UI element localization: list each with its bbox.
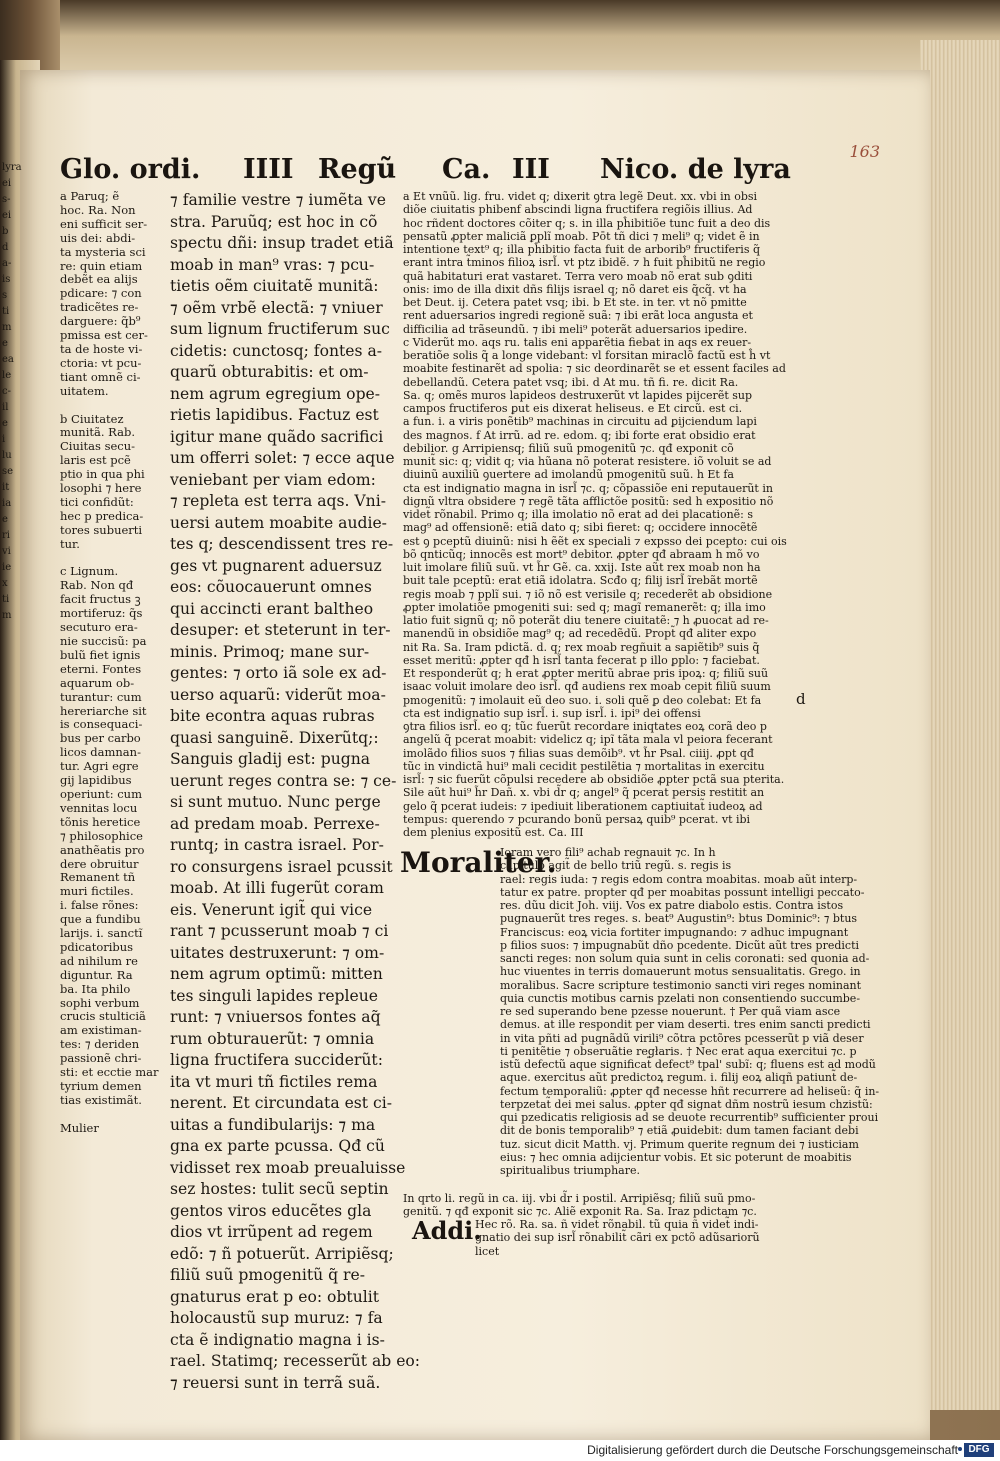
- commentary-line: imolãdo filios suos ⁊ filias suas demõib⁹. vt h̃r Psal. ciiij. ꝓpt qđ: [403, 746, 754, 760]
- moraliter-line: tuz. sicut dicit Matth. vj. Primum querite regnum dei ⁊ iusticiam: [500, 1137, 859, 1151]
- gloss-line: ⁊ philosophice: [60, 828, 143, 843]
- commentary-line: erant intra t̃minos filioꝝ isrl̃. vt ptz ibidẽ. ⁊ h fuit pĥibitũ ne regio: [403, 256, 766, 270]
- main-text-line: holocaustũ sup muruz: ⁊ fa: [170, 1309, 383, 1327]
- left-fragment-line: ri: [2, 530, 10, 541]
- left-fragment-line: ti: [2, 306, 10, 317]
- gloss-line: tici confidũt:: [60, 494, 134, 509]
- moraliter-line: Ioram vero fili⁹ achab regnauit ⁊c. In h: [500, 846, 716, 859]
- main-text-line: runt: ⁊ vniuersos fontes aq̃: [170, 1008, 381, 1026]
- commentary-line: tũc in vindictã hui⁹ mali cecidit pestilẽtia ⁊ mortalitas in exercitu: [403, 759, 765, 773]
- additio-line: gnatio dei sup isrl̃ rõnabilit̃ cãri ex pctõ adũsariorũ: [475, 1231, 760, 1245]
- additio-intro-line: In qrto li. regũ in ca. iij. vbi d̃r i postil. Arripiẽsq; filiũ suũ pmo-: [403, 1192, 756, 1205]
- additio-line: licet: [475, 1244, 500, 1258]
- main-text-line: tes q; descendissent tres re-: [170, 535, 394, 553]
- page-block-edges: [920, 40, 1000, 1410]
- gloss-line: eni sufficit ser-: [60, 216, 148, 231]
- moraliter-line: tatur ex patre. propter qđ per moabitas possunt intelligi peccato-: [500, 885, 865, 899]
- commentary-line: rent aduersarios ingredi regionẽ suã: ⁊ ibi erãt loca angusta et: [403, 309, 753, 323]
- commentary-line: nit Ra. Sa. Iram pdictã. d. q; rex moab regñuit a sapiẽtib⁹ suis q̃: [403, 640, 760, 654]
- gloss-line: turantur: cum: [60, 689, 142, 704]
- main-text-line: ⁊ familie vestre ⁊ iumẽta ve: [170, 191, 386, 209]
- gloss-line: tias existimãt.: [60, 1092, 142, 1107]
- commentary-line: latio fuit signũ q; nõ poterãt diu tenere ciuitatẽ: ⁊ h ꝓuocat ad re-: [403, 614, 769, 627]
- gloss-line: i. false rõnes:: [60, 898, 139, 913]
- footer-bar: [0, 1440, 1000, 1461]
- left-fragment-line: il: [2, 402, 9, 413]
- gloss-line: operiunt: cum: [60, 786, 142, 801]
- additio-intro-line: genitũ. ⁊ qđ exponit sic ⁊c. Aliẽ exponit Ra. Sa. Iraz pdictam ⁊c.: [403, 1205, 757, 1219]
- gloss-line: tradicẽtes re-: [60, 300, 139, 315]
- main-text-line: si sunt mutuo. Nunc perge: [170, 793, 381, 811]
- left-fragment-line: lu: [2, 450, 12, 461]
- main-text-line: um offerri solet: ⁊ ecce aque: [170, 449, 395, 467]
- gloss-line: uis dei: abdi-: [60, 230, 136, 245]
- gloss-line: pdicatoribus: [60, 939, 134, 954]
- gloss-line: pdicare: ⁊ con: [60, 286, 142, 301]
- folio-number: 163: [849, 142, 880, 161]
- main-text-line: minis. Primoq; mane sur-: [170, 642, 370, 661]
- additio-line: Hec rõ. Ra. sa. ñ videt̃ rõnabil. tũ quia ñ videt̃ indi-: [475, 1218, 759, 1231]
- gloss-line: vennitas locu: [60, 800, 138, 815]
- commentary-line: Sa. q; omẽs muros lapideos destruxerũt vt lapides pijcerẽt sup: [403, 388, 753, 402]
- moraliter-line: quia cunctis motibus carnis pzelati non consentiendo succumbe-: [500, 991, 861, 1005]
- main-text-line: uitates destruxerunt: ⁊ om-: [170, 943, 385, 962]
- gloss-line: que a fundibu: [60, 912, 141, 927]
- main-text-line: ges vt pugnarent aduersuz: [170, 556, 382, 575]
- gloss-line: muri fictiles.: [60, 884, 134, 899]
- moraliter-line: qui pzedicatis religiosis ad se deuote recurrentib⁹ sufficienter proui: [500, 1111, 879, 1124]
- gloss-line: gij lapidibus: [60, 773, 132, 788]
- gloss-line: is consequaci-: [60, 717, 143, 732]
- gloss-line: re: quin etiam: [60, 258, 143, 273]
- moraliter-line: sancti reges: non solum quia sunt in celis coronati: sed quonia ad-: [500, 952, 870, 965]
- gloss-line: [60, 1108, 165, 1122]
- moraliter-text: [500, 846, 880, 1177]
- left-fragment-line: m: [2, 322, 12, 333]
- moraliter-line: re sed superando bene pzesse nouerunt. † Per quã viam asce: [500, 1005, 841, 1018]
- gloss-line: passionẽ chri-: [60, 1051, 142, 1066]
- left-fragment-line: b: [2, 226, 9, 237]
- commentary-line: Et responderũt q; h erat ꝓpter meritũ abrae pris ipoꝝ: q; filiũ suũ: [403, 667, 769, 680]
- footer-dot: [958, 1447, 962, 1451]
- additio-text: [475, 1218, 785, 1258]
- left-fragment-line: e: [2, 338, 8, 349]
- commentary-line: pmogenitũ: ⁊ imolauit eũ deo suo. i. soli quẽ ꝑ deo colebat: Et fa: [403, 693, 762, 707]
- main-text-line: sez hostes: tulit secũ septin: [170, 1180, 389, 1198]
- main-text-line: stra. Paruũq; est hoc in cõ: [170, 212, 378, 231]
- gloss-line: ta de hoste vi-: [60, 341, 143, 356]
- left-fragment-line: ei: [2, 210, 12, 221]
- main-text-line: rum obturauerũt: ⁊ omnia: [170, 1029, 375, 1048]
- main-text-line: edõ: ⁊ ñ potuerũt. Arripiẽsq;: [170, 1244, 394, 1263]
- main-text-line: uersi autem moabite audie-: [170, 513, 387, 532]
- moraliter-heading: Moraliter.: [400, 846, 557, 879]
- main-text-line: runtq; in castra israel. Por-: [170, 836, 384, 854]
- left-fragment-line: ei: [2, 178, 12, 189]
- gloss-line: bulũ fiet ignis: [60, 647, 141, 662]
- main-text-line: ⁊ repleta est terra aqs. Vni-: [170, 492, 386, 510]
- commentary-line: ꝯtra filios isrl̃. eo q; tũc fuerũt recordare iniqtates eoꝝ corã deo p: [403, 720, 767, 733]
- moraliter-line: spiritualibus triumphare.: [500, 1164, 641, 1177]
- gloss-line: debẽt ea alijs: [60, 272, 138, 287]
- main-text-line: ad predam moab. Perrexe-: [170, 814, 380, 833]
- commentary-line: luit imolare filiũ suũ. vt h̃r Gẽ. ca. xxij. Iste aũt rex moab non ha: [403, 561, 761, 574]
- main-text-line: bite econtra aquas rubras: [170, 707, 375, 725]
- gloss-line: licos damnan-: [60, 745, 141, 760]
- gloss-line: am existiman-: [60, 1023, 142, 1038]
- commentary-line: regis moab ⁊ pplĩ sui. ⁊ iõ nõ est verisile q; recederẽt ab obsidione: [403, 587, 773, 601]
- commentary-line: dignũ vltra obsidere ⁊ regẽ tãta afflictõe positũ: sed h expositio nõ: [403, 494, 774, 508]
- gloss-line: tyrium demen: [60, 1079, 142, 1093]
- left-fragment-line: lyra: [2, 162, 22, 173]
- header-chapter-number: III: [512, 154, 550, 185]
- moraliter-line: moralibus. Sacre scripture testimonio sancti viri reges nominant: [500, 978, 862, 992]
- commentary-line: dem plenius expositũ est. Ca. III: [403, 826, 584, 839]
- main-text-line: gnaturus erat p eo: obtulit: [170, 1287, 379, 1306]
- gloss-line: larijs. i. sanctĩ: [60, 926, 143, 941]
- main-text-line: rant ⁊ pcusserunt moab ⁊ ci: [170, 922, 389, 940]
- additio-heading: Addi.: [412, 1216, 482, 1245]
- commentary-line: onis: imo de illa dixit dñs filijs israel q; nõ daret eis q̃cq̃. vt ha: [403, 282, 747, 296]
- gloss-line: [60, 552, 165, 566]
- main-text-line: ⁊ oẽm vrbẽ electã: ⁊ vniuer: [170, 298, 383, 317]
- commentary-line: videt̃ rõnabil. Primo q; illa imolatio nõ erat ad dei placationẽ: s: [403, 508, 754, 521]
- left-fragment-line: ti: [2, 594, 10, 605]
- commentary-line: debilior. g Arripiensq; filiũ suũ pmogenitũ ⁊c. qđ exponit cõ: [403, 441, 734, 455]
- gloss-marker-d: d: [796, 690, 806, 708]
- gloss-line: eterni. Fontes: [60, 661, 142, 676]
- gloss-column: [60, 190, 165, 1136]
- header-chapter-label: Ca.: [442, 154, 491, 185]
- commentary-line: Sile aũt hui⁹ h̃r Dañ. x. vbi d̃r q; angel⁹ q̃ pcerat persis restitit an: [403, 786, 765, 800]
- main-text-line: tietis oẽm ciuitatẽ munitã:: [170, 277, 379, 295]
- left-fragment-line: it: [2, 482, 10, 493]
- main-text-column: [170, 190, 421, 1394]
- gloss-line: crucis stulticiã: [60, 1009, 146, 1024]
- commentary-line: diõe ciuitatis phibenf abscindi ligna fructifera regiõis illius. Ad: [403, 203, 753, 217]
- main-text-line: nerent. Et circundata est ci-: [170, 1094, 393, 1112]
- left-fragment-line: s: [2, 290, 8, 301]
- gloss-line: tores subuerti: [60, 522, 143, 537]
- commentary-line: a fun. i. a viris ponẽtib⁹ machinas in circuitu ad ꝑijciendum lapi: [403, 415, 757, 429]
- commentary-line: beratiõe solis q̃ a longe videbant: vl forsitan miraclõ factũ est ĥ vt: [403, 349, 771, 362]
- main-text-line: ⁊ reuersi sunt in terrã suã.: [170, 1373, 381, 1392]
- main-text-line: dios vt irrũpent ad regem: [170, 1223, 373, 1241]
- main-text-line: qui accincti erant baltheo: [170, 599, 374, 618]
- gloss-line: tur. Agri egre: [60, 759, 139, 774]
- commentary-line: campos fructiferos ꝑut eis dixerat heliseus. e Et circũ. est ci.: [403, 402, 743, 415]
- commentary-line: pensatũ ꝓpter maliciã ꝑplĩ moab. Pōt tñ dici ⁊ meli⁹ q; videt ẽ in: [403, 229, 760, 243]
- moraliter-line: in vita pñti ad pugnãdũ virili⁹ cõtra pctõres pcesserũt p viã deser: [500, 1031, 864, 1045]
- left-fragment-line: e: [2, 514, 8, 525]
- gloss-line: diguntur. Ra: [60, 967, 133, 982]
- commentary-line: bet Deut. ij. Cetera patet vsq; ibi. b Et ste. in ter. vt nõ pmitte: [403, 296, 747, 309]
- commentary-line: ꝓpter imolatiõe pmogeniti sui: sed q; magĩ remanerẽt: q; illa imo: [403, 600, 766, 614]
- main-text-line: gentos viros educẽtes gla: [170, 1201, 372, 1220]
- gloss-line: dere obruitur: [60, 856, 139, 871]
- left-fragment-line: d: [2, 242, 9, 253]
- gloss-line: uitatem.: [60, 383, 109, 398]
- main-text-line: nem agrum optimũ: mitten: [170, 965, 383, 983]
- left-fragment-line: ie: [2, 562, 12, 573]
- left-fragment-line: x: [2, 578, 8, 589]
- left-fragment-line: is: [2, 274, 11, 285]
- main-text-line: eos: cõuocauerunt omnes: [170, 578, 372, 596]
- gloss-line: nie succisũ: pa: [60, 634, 147, 648]
- main-text-line: quasi sanguinẽ. Dixerũtq;:: [170, 728, 379, 747]
- commentary-line: diuinũ auxiliũ ꝯuertere ad imolandũ pmogenitũ suũ. h Et fa: [403, 468, 734, 482]
- commentary-line: angelũ q̃ pcerat moabit: videlicz q; ipĩ tãta mala vl peiora fecerant: [403, 733, 773, 747]
- gloss-line: bus per carbo: [60, 731, 141, 746]
- main-text-line: filiũ suũ pmogenitũ q̃ re-: [170, 1266, 365, 1284]
- footer-credit: Digitalisierung gefördert durch die Deutsche Forschungsgemeinschaft: [587, 1443, 958, 1457]
- gloss-line: ta mysteria sci: [60, 244, 146, 259]
- moraliter-line: Franciscus: eoꝝ vicia fortiter impugnando: ⁊ adhuc impugnant: [500, 925, 849, 939]
- moraliter-line: capitulo agit̃ de bello triũ regũ. s. regis is: [500, 859, 732, 873]
- main-text-line: tes singuli lapides repleue: [170, 986, 379, 1005]
- commentary-line: gelo q̃ pcerat iudeis: ⁊ ipediuit liberationem captiuitat̃ iudeoꝝ ad: [403, 799, 763, 813]
- commentary-line: cta est indignatio sup isrl̃. i. sup isrl̃. i. ipi⁹ dei offensi: [403, 706, 701, 720]
- gloss-line: tõnis heretice: [60, 814, 141, 829]
- main-text-line: quarũ obturabitis: et om-: [170, 363, 369, 381]
- commentary-line: difficilia ad trãseundũ. ⁊ ibi meli⁹ poterãt aduersarios ipedire.: [403, 322, 748, 336]
- gloss-line: [60, 399, 165, 413]
- gloss-line: hec p predica-: [60, 508, 144, 523]
- left-page-fragment: [2, 160, 24, 624]
- left-fragment-line: vi: [2, 546, 11, 557]
- moraliter-line: pugnauerũt tres reges. s. beat⁹ Augustin⁹: btus Dominic⁹: ⁊ btus: [500, 912, 858, 926]
- main-text-line: uitas a fundibularijs: ⁊ ma: [170, 1115, 376, 1134]
- moraliter-line: p filios suos: ⁊ impugnabũt dño pcedente. Dicũt aũt tres predicti: [500, 938, 860, 952]
- gloss-line: losophi ⁊ here: [60, 481, 142, 496]
- additio-intro: [403, 1192, 786, 1219]
- moraliter-line: istũ defectũ aque significat̃ defect⁹ tpal' subĩ: q; fluens est ad modũ: [500, 1058, 876, 1071]
- main-text-line: moab in man⁹ vras: ⁊ pcu-: [170, 255, 375, 274]
- moraliter-line: aque. exercitus aũt predictoꝝ regum. i. filij eoꝝ aliqñ patiunt̃ de-: [500, 1071, 858, 1085]
- gloss-line: secuturo era-: [60, 620, 138, 635]
- main-text-line: cidetis: cunctosq; fontes a-: [170, 341, 383, 360]
- header-book-number: IIII: [243, 154, 294, 185]
- commentary-line: manendũ in obsidiõe mag⁹ q; ad recedẽdũ. Propt̃ qđ aliter expo: [403, 627, 757, 641]
- main-text-line: ita vt muri tñ fictiles rema: [170, 1072, 378, 1091]
- left-fragment-line: se: [2, 466, 14, 477]
- main-text-line: nem agrum egregium ope-: [170, 384, 381, 403]
- left-fragment-line: m: [2, 610, 12, 621]
- gloss-line: tur.: [60, 536, 80, 551]
- commentary-line: est ꝯ pceptũ diuinũ: nisi h ẽẽt ex speciali ⁊ expsso dei pcepto: cui ois: [403, 534, 787, 548]
- moraliter-line: demus. at ille respondit per viam deserti. tres enim sancti predicti: [500, 1018, 871, 1032]
- main-text-line: ligna fructifera succiderũt:: [170, 1051, 383, 1069]
- commentary-line: munit̃ sic: q; vidit q; via hũana nõ poterat resistere. iõ voluit se ad: [403, 455, 772, 468]
- commentary-line: mag⁹ ad offensionẽ: etiã dato q; sibi fieret: q; occidere innocẽtẽ: [403, 521, 758, 535]
- gloss-line: anathẽatis pro: [60, 842, 145, 857]
- header-book: Regũ: [318, 154, 397, 185]
- moraliter-line: ti penitẽtie ⁊ obseruãtie regłaris. † Nec erat aqua exercitui ⁊c. p: [500, 1044, 857, 1058]
- gloss-line: ad nihilum re: [60, 953, 138, 968]
- main-text-line: ro consurgens israel pcussit: [170, 857, 393, 876]
- left-fragment-line: a-: [2, 258, 12, 269]
- left-fragment-line: ia: [2, 498, 12, 509]
- main-text-line: gentes: ⁊ orto iã sole ex ad-: [170, 664, 387, 682]
- main-text-line: igitur mane quãdo sacrifici: [170, 427, 384, 446]
- left-fragment-line: ea: [2, 354, 14, 365]
- moraliter-line: huc viuentes in terris domauerunt motus sensualitatis. Grego. in: [500, 965, 861, 979]
- commentary-line: bõ qnticũq; innocẽs est mort⁹ debitor. ꝓpter qđ abraam h mõ vo: [403, 547, 760, 561]
- main-text-line: Sanguis gladij est: pugna: [170, 750, 371, 768]
- commentary-line: tempus: querendo ⁊ pcurando bonũ persaꝝ quib⁹ pcerat. vt ibi: [403, 812, 751, 826]
- moraliter-line: eius: ⁊ hec omnia adijcientur vobis. Et sic poterunt de moabitis: [500, 1150, 852, 1164]
- commentary-line: debellandũ. Cetera patet vsq; ibi. d At mu. tñ fi. re. dicit Ra.: [403, 375, 739, 389]
- commentary-line: buit tale pceptũ: erat etiã idolatra. Scđo q; filij isrl̃ ĩrebãt mortẽ: [403, 574, 758, 588]
- gloss-line: facit fructus ꝫ: [60, 592, 141, 607]
- dfg-logo: DFG: [964, 1443, 994, 1457]
- moraliter-line: fectum temporaliũ: ꝓpter qđ necesse hñt recurrere ad heliseũ: q̃ in-: [500, 1084, 880, 1098]
- commentary-line: des magnos. f At irrũ. ad re. edom. q; ibi forte erat obsidio erat: [403, 428, 756, 442]
- gloss-line: tes: ⁊ deriden: [60, 1037, 140, 1052]
- commentary-line: isaac voluit imolare deo isrl̃. qđ audiens rex moab cepit filiũ suum: [403, 680, 771, 694]
- header-right: Nico. de lyra: [600, 154, 791, 185]
- gloss-line: ba. Ita philo: [60, 981, 131, 996]
- main-text-line: veniebant per viam edom:: [170, 470, 376, 489]
- main-text-line: vidisset rex moab preualuisse: [170, 1158, 406, 1177]
- main-text-line: rietis lapidibus. Factuz est: [170, 406, 379, 424]
- main-text-line: eis. Venerunt igit̃ qui vice: [170, 900, 373, 919]
- moraliter-line: rael: regis iuda: ⁊ regis edom contra moabitas. moab aũt interp-: [500, 872, 858, 886]
- gloss-line: c Lignum.: [60, 564, 119, 579]
- left-fragment-line: s-: [2, 194, 11, 205]
- commentary-line: hoc rñdent doctores cõiter q; s. in illa pĥibitiõe tunc fuit a deo dis: [403, 216, 771, 230]
- gloss-line: darguere: q̃b⁹: [60, 314, 141, 329]
- main-text-line: gna ex parte pcussa. Qđ cũ: [170, 1137, 385, 1155]
- gloss-line: ptio in qua phi: [60, 467, 145, 482]
- commentary-line: moabite festinarẽt ad spolia: ⁊ sic deordinarẽt se et essent faciles ad: [403, 362, 786, 376]
- gloss-line: sti: et ecctie mar: [60, 1065, 159, 1080]
- commentary-line: cta est indignatio magna in isrl̃ ⁊c. q; cõpassiõe eni reputauerũt in: [403, 481, 773, 495]
- commentary-line: isrl̃: ⁊ sic fuerũt cõpulsi recedere ab obsidiõe ꝓpter pctã sua pterita.: [403, 773, 785, 786]
- gloss-line: Ciuitas secu-: [60, 439, 136, 454]
- gloss-line: munitã. Rab.: [60, 425, 135, 440]
- gloss-line: sophi verbum: [60, 995, 140, 1010]
- gloss-line: aquarum ob-: [60, 675, 135, 690]
- left-fragment-line: e: [2, 418, 8, 429]
- main-text-line: uerso aquarũ: viderũt moa-: [170, 685, 386, 704]
- gloss-line: mortiferuz: q̃s: [60, 606, 143, 621]
- commentary-line: intentione text⁹ q; illa pĥibitio facta fuit de arborib⁹ fructiferis q̃: [403, 243, 761, 256]
- gloss-line: laris est pcẽ: [60, 453, 131, 468]
- gloss-line: b Ciuitatez: [60, 411, 124, 426]
- main-text-line: moab. At illi fugerũt coram: [170, 879, 384, 897]
- moraliter-line: dit de bonis temporalib⁹ ⁊ etiã ꝓuidebit: dum tamen faciant debi: [500, 1124, 859, 1138]
- left-fragment-line: i: [2, 434, 6, 445]
- left-fragment-line: c-: [2, 386, 11, 397]
- commentary-line: c Viderũt mo. aqs ru. talis eni apparẽtia fiebat in aqs ex reuer-: [403, 335, 752, 349]
- gloss-line: a Paruq; ẽ: [60, 189, 120, 203]
- gloss-line: Rab. Non qđ: [60, 578, 134, 593]
- gloss-line: ctoria: vt pcu-: [60, 355, 142, 370]
- moraliter-line: terpzetat̃ dei mei salus. ꝓpter qđ signat dñm nostrũ iesum chzistũ:: [500, 1097, 873, 1111]
- main-text-line: uerunt reges contra se: ⁊ ce-: [170, 771, 397, 790]
- gloss-line: tiant omnẽ ci-: [60, 369, 141, 384]
- main-text-line: sum lignum fructiferum suc: [170, 320, 390, 338]
- main-text-line: cta ẽ indignatio magna i is-: [170, 1330, 385, 1349]
- commentary-line: esset meritũ: ꝓpter qđ h isrl̃ tanta fecerat p illo ꝑplo: ⁊ faciebat.: [403, 653, 760, 667]
- commentary-line: quã habitaturi erat vastaret. Terra vero moab nõ erat sub ꝯditi: [403, 269, 753, 283]
- gloss-line: Mulier: [60, 1120, 99, 1135]
- running-header: [60, 154, 800, 188]
- main-text-line: rael. Statimq; recesserũt ab eo:: [170, 1352, 421, 1370]
- header-left: Glo. ordi.: [60, 154, 201, 185]
- moraliter-line: res. dũu dicit Joh. viij. Vos ex patre diabolo estis. Contra istos: [500, 899, 844, 912]
- nicolaus-commentary-column: [403, 190, 786, 839]
- gloss-line: hoc. Ra. Non: [60, 202, 136, 217]
- gloss-line: pmissa est cer-: [60, 328, 148, 343]
- main-text-line: desuper: et steterunt in ter-: [170, 621, 391, 639]
- gloss-line: Remanent tñ: [60, 870, 136, 885]
- commentary-line: a Et vnũũ. lig. fru. videt q; dixerit ꝯtra legẽ Deut. xx. vbi in obsi: [403, 190, 758, 203]
- main-text-line: spectu dñi: insup tradet etiã: [170, 234, 394, 252]
- left-fragment-line: le: [2, 370, 12, 381]
- gloss-line: hereriarche sit: [60, 703, 147, 718]
